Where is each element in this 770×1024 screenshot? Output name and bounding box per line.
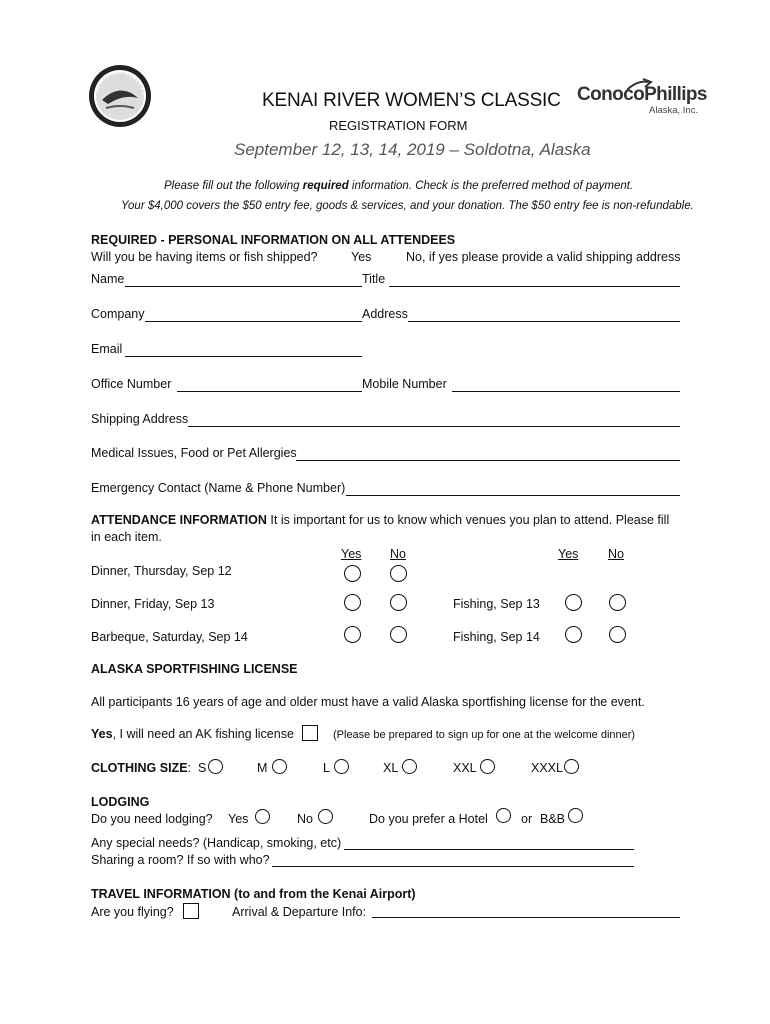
attendance-heading: ATTENDANCE INFORMATION [91,513,267,527]
flying-label: Are you flying? [91,905,174,919]
company-field[interactable] [145,321,362,322]
size-m-label: M [257,761,268,775]
dinner-fri-yes-radio[interactable] [344,594,361,611]
shipped-question: Will you be having items or fish shipped? [91,250,318,264]
address-field[interactable] [408,321,680,322]
intro-post: information. Check is the preferred method of payment. [348,180,634,192]
license-yes-bold: Yes [91,727,113,741]
license-text: All participants 16 years of age and older must have a valid Alaska sportfishing license for the event. [91,695,645,709]
col-yes-left: Yes [341,547,362,561]
fishing-13-no-radio[interactable] [609,594,626,611]
size-xl-radio[interactable] [402,759,417,774]
clothing-colon: : [187,761,192,775]
bbq-sat-label: Barbeque, Saturday, Sep 14 [91,630,248,644]
dinner-thu-no-radio[interactable] [390,565,407,582]
sponsor-name: ConocoPhillips [577,84,707,105]
clothing-label [91,761,191,775]
medical-label: Medical Issues, Food or Pet Allergies [91,446,297,460]
arrival-field[interactable] [372,917,680,918]
lodging-question: Do you need lodging? [91,812,213,826]
dinner-fri-label: Dinner, Friday, Sep 13 [91,597,215,611]
svg-text:KENAI RIVER WOMEN'S CLASSIC: KENAI RIVER WOMEN'S C [94,69,147,96]
lodging-heading: LODGING [91,795,150,809]
size-l-label: L [323,761,330,775]
office-field[interactable] [177,391,362,392]
size-m-radio[interactable] [272,759,287,774]
or-label: or [521,812,533,826]
col-no-left: No [390,547,406,561]
lodging-yes-label: Yes [228,812,249,826]
fishing-14-no-radio[interactable] [609,626,626,643]
size-xxxl-label: XXXL [531,761,563,775]
kenai-logo [88,64,152,128]
shipping-label: Shipping Address [91,412,189,426]
bnb-radio[interactable] [568,808,583,823]
email-field[interactable] [125,356,362,357]
attendance-intro [91,513,669,527]
mobile-field[interactable] [452,391,680,392]
col-no-right: No [608,547,624,561]
sharing-label: Sharing a room? If so with who? [91,853,270,867]
clothing-label-text: CLOTHING SIZE [91,761,188,775]
name-label: Name [91,272,125,286]
lodging-no-label: No [297,812,313,826]
address-label: Address [362,307,408,321]
sharing-field[interactable] [272,866,634,867]
arrival-label: Arrival & Departure Info: [232,905,367,919]
personal-heading: REQUIRED - PERSONAL INFORMATION ON ALL ATTENDEES [91,233,456,247]
bbq-sat-yes-radio[interactable] [344,626,361,643]
prefer-hotel-label: Do you prefer a Hotel [369,812,488,826]
fishing-14-label: Fishing, Sep 14 [453,630,540,644]
conocophillips-logo [577,78,707,122]
event-dates: September 12, 13, 14, 2019 – Soldotna, Alaska [234,140,591,159]
special-needs-field[interactable] [344,849,634,850]
dinner-fri-no-radio[interactable] [390,594,407,611]
hotel-radio[interactable] [496,808,511,823]
attendance-text-2: in each item. [91,530,162,544]
emergency-label: Emergency Contact (Name & Phone Number) [91,481,346,495]
shipped-no[interactable]: No, if yes please provide a valid shipping address [406,250,681,264]
attendance-text: It is important for us to know which venues you plan to attend. Please fill [266,513,670,527]
company-label: Company [91,307,145,321]
travel-heading: TRAVEL INFORMATION (to and from the Kenai Airport) [91,887,416,901]
size-xxl-radio[interactable] [480,759,495,774]
license-checkbox[interactable] [302,725,318,741]
license-need-label [91,727,294,741]
sponsor-sub: Alaska, Inc. [649,105,699,116]
flying-checkbox[interactable] [183,903,199,919]
size-xxxl-radio[interactable] [564,759,579,774]
intro-bold: required [302,180,349,192]
emergency-field[interactable] [346,495,680,496]
size-s-radio[interactable] [208,759,223,774]
intro-line-1 [164,180,633,192]
fishing-13-yes-radio[interactable] [565,594,582,611]
size-s-label: S [198,761,207,775]
mobile-label: Mobile Number [362,377,447,391]
dinner-thu-yes-radio[interactable] [344,565,361,582]
bnb-label: B&B [540,812,566,826]
special-needs-label: Any special needs? (Handicap, smoking, etc) [91,836,342,850]
size-xxl-label: XXL [453,761,477,775]
license-heading: ALASKA SPORTFISHING LICENSE [91,662,298,676]
name-field[interactable] [125,286,362,287]
shipping-field[interactable] [188,426,680,427]
title-label: Title [362,272,386,286]
form-subtitle: REGISTRATION FORM [329,118,468,133]
email-label: Email [91,342,123,356]
license-yes-text: , I will need an AK fishing license [112,727,294,741]
shipped-yes[interactable]: Yes [351,250,372,264]
title-field[interactable] [389,286,680,287]
fishing-14-yes-radio[interactable] [565,626,582,643]
fishing-13-label: Fishing, Sep 13 [453,597,540,611]
license-note: (Please be prepared to sign up for one at the welcome dinner) [333,729,636,741]
dinner-thu-label: Dinner, Thursday, Sep 12 [91,564,232,578]
page-title: KENAI RIVER WOMEN’S CLASSIC [262,90,561,111]
size-l-radio[interactable] [334,759,349,774]
lodging-no-radio[interactable] [318,809,333,824]
office-label: Office Number [91,377,172,391]
col-yes-right: Yes [558,547,579,561]
bbq-sat-no-radio[interactable] [390,626,407,643]
medical-field[interactable] [296,460,680,461]
size-xl-label: XL [383,761,399,775]
intro-pre: Please fill out the following [164,180,303,192]
lodging-yes-radio[interactable] [255,809,270,824]
intro-line-2: Your $4,000 covers the $50 entry fee, goods & services, and your donation. The $50 entry fee is non-refundable. [121,200,694,212]
